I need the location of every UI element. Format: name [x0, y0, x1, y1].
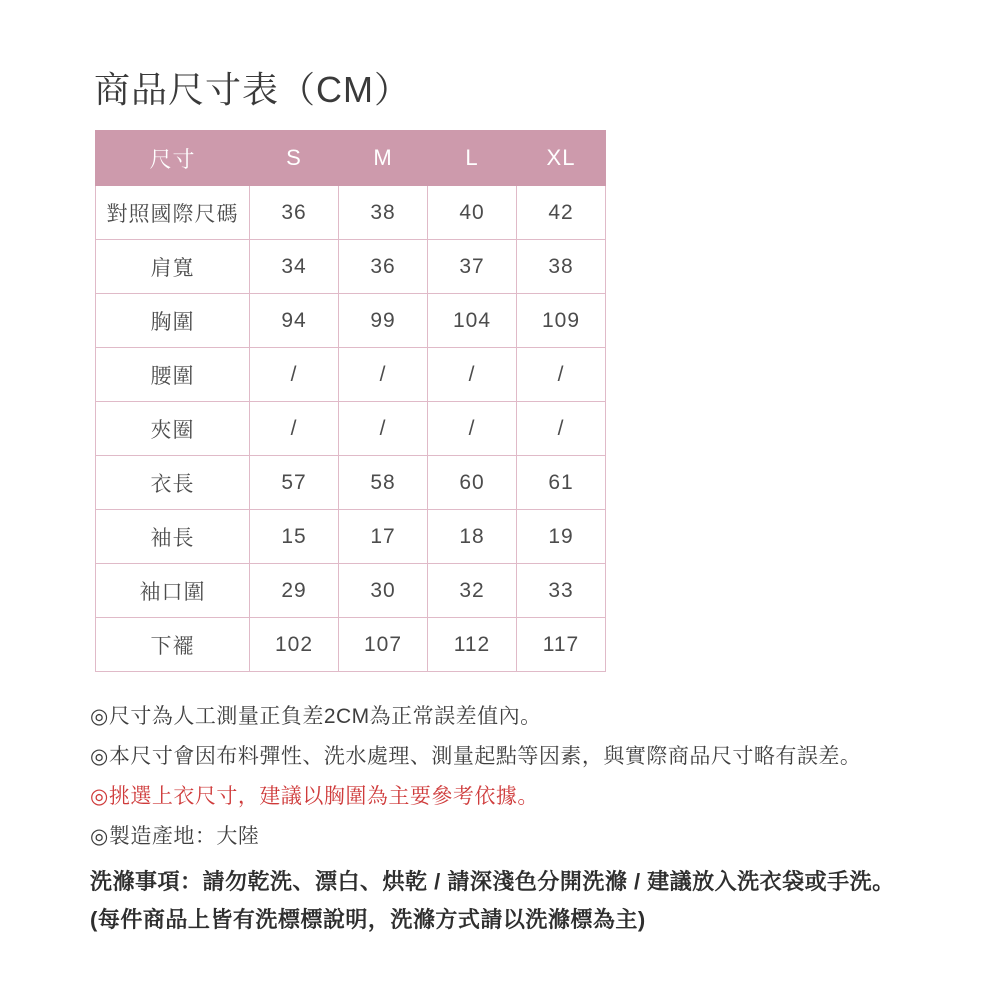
- table-row: [96, 348, 606, 402]
- table-row: [96, 402, 606, 456]
- measurement-cell: 117: [517, 618, 606, 672]
- measurement-cell: 36: [339, 240, 428, 294]
- size-column-header-s: S: [250, 131, 339, 186]
- row-label: 對照國際尺碼: [96, 186, 250, 240]
- row-label: 肩寬: [96, 240, 250, 294]
- measurement-cell: 17: [339, 510, 428, 564]
- table-row: [96, 294, 606, 348]
- table-row: [96, 240, 606, 294]
- measurement-cell: 109: [517, 294, 606, 348]
- note-line-3: ◎挑選上衣尺寸，建議以胸圍為主要參考依據。: [90, 785, 539, 809]
- measurement-cell: 36: [250, 186, 339, 240]
- row-label: 袖長: [96, 510, 250, 564]
- care-line-2: (每件商品上皆有洗標標說明，洗滌方式請以洗滌標為主): [90, 907, 646, 933]
- measurement-cell: /: [428, 402, 517, 456]
- measurement-cell: /: [517, 348, 606, 402]
- table-row: [96, 564, 606, 618]
- measurement-cell: 38: [517, 240, 606, 294]
- measurement-cell: 34: [250, 240, 339, 294]
- measurement-cell: 42: [517, 186, 606, 240]
- care-line-1: 洗滌事項：請勿乾洗、漂白、烘乾 / 請深淺色分開洗滌 / 建議放入洗衣袋或手洗。: [90, 869, 895, 895]
- table-row: [96, 456, 606, 510]
- measurement-cell: 107: [339, 618, 428, 672]
- care-instructions: [90, 863, 940, 939]
- measurement-cell: 61: [517, 456, 606, 510]
- measurement-cell: /: [517, 402, 606, 456]
- row-label: 腰圍: [96, 348, 250, 402]
- measurement-cell: 40: [428, 186, 517, 240]
- measurement-cell: /: [428, 348, 517, 402]
- notes-section: [90, 697, 940, 857]
- measurement-cell: 38: [339, 186, 428, 240]
- measurement-cell: /: [339, 402, 428, 456]
- measurement-cell: 58: [339, 456, 428, 510]
- note-line-4: ◎製造產地：大陸: [90, 825, 260, 849]
- measurement-cell: 99: [339, 294, 428, 348]
- note-line-2: ◎本尺寸會因布料彈性、洗水處理、測量起點等因素，與實際商品尺寸略有誤差。: [90, 745, 862, 769]
- measurement-cell: 104: [428, 294, 517, 348]
- row-label: 夾圈: [96, 402, 250, 456]
- page-title: 商品尺寸表（CM）: [94, 69, 411, 110]
- size-table: [95, 130, 606, 672]
- table-row: [96, 510, 606, 564]
- row-label: 下襬: [96, 618, 250, 672]
- row-label: 胸圍: [96, 294, 250, 348]
- measurement-cell: 57: [250, 456, 339, 510]
- size-column-header-xl: XL: [517, 131, 606, 186]
- size-column-header-m: M: [339, 131, 428, 186]
- measurement-cell: 32: [428, 564, 517, 618]
- measurement-cell: /: [250, 402, 339, 456]
- table-row: [96, 186, 606, 240]
- measurement-cell: 19: [517, 510, 606, 564]
- measurement-cell: 102: [250, 618, 339, 672]
- size-table-body: [96, 186, 606, 672]
- row-label: 衣長: [96, 456, 250, 510]
- measurement-cell: 18: [428, 510, 517, 564]
- size-column-header-l: L: [428, 131, 517, 186]
- measurement-cell: 33: [517, 564, 606, 618]
- measurement-cell: 15: [250, 510, 339, 564]
- note-line-1: ◎尺寸為人工測量正負差2CM為正常誤差值內。: [90, 705, 542, 729]
- row-label: 袖口圍: [96, 564, 250, 618]
- measurement-cell: 37: [428, 240, 517, 294]
- measurement-cell: 112: [428, 618, 517, 672]
- measurement-cell: 94: [250, 294, 339, 348]
- measurement-cell: /: [339, 348, 428, 402]
- measurement-cell: 29: [250, 564, 339, 618]
- measurement-cell: /: [250, 348, 339, 402]
- table-row: [96, 618, 606, 672]
- measurement-cell: 30: [339, 564, 428, 618]
- size-table-header-row: [96, 131, 606, 186]
- measurement-cell: 60: [428, 456, 517, 510]
- size-table-corner-header: 尺寸: [96, 131, 250, 186]
